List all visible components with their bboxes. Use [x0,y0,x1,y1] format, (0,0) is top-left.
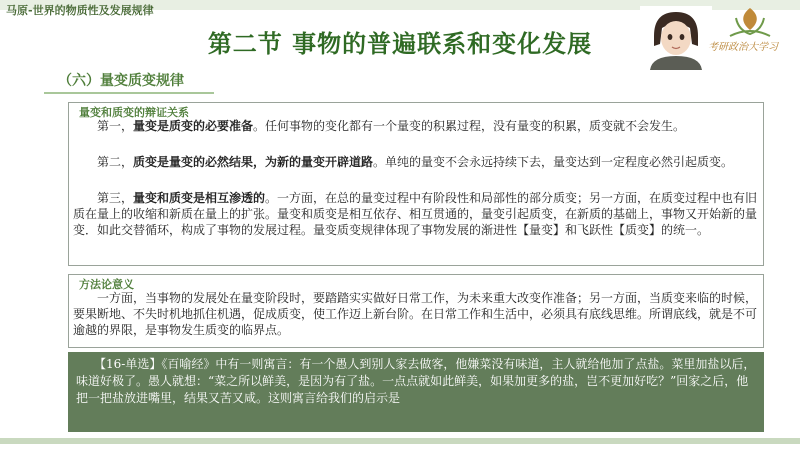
bottom-bar [0,438,800,444]
question-text: 【16-单选】《百喻经》中有一则寓言：有一个愚人到别人家去做客，他嫌菜没有味道，主人就给他加了点盐。菜里加盐以后，味道好极了。愚人就想：“菜之所以鲜美，是因为有了盐。一点点就如此鲜美，如果加更多的盐，岂不更加好吃？”回家之后，他把一把盐放进嘴里，结果又苦又咸。这则寓言给我们的启示是 [76,357,756,405]
brand-logo-text: 考研政治大学习 [708,42,778,53]
avatar [640,6,712,70]
panel-title: 方法论意义 [79,278,134,291]
page-title: 第二节 事物的普遍联系和变化发展 [207,30,593,58]
point-three-emphasis: 量变和质变是相互渗透的 [133,191,266,205]
point-three-prefix: 第三， [97,191,134,205]
methodology-panel [68,274,764,348]
methodology-body: 一方面，当事物的发展处在量变阶段时，要踏踏实实做好日常工作，为未来重大改变作准备；另一方面，当质变来临的时候，要果断地、不失时机地抓住机遇，促成质变，使工作迈上新台阶。在日常工作和生活中，必须具有底线思维。所谓底线，就是不可逾越的界限，是事物发生质变的临界点。 [73,291,758,337]
point-two-emphasis: 质变是量变的必然结果，为新的量变开辟道路 [133,155,374,169]
point-one-emphasis: 量变是质变的必要准备 [133,119,254,133]
section-divider [44,92,214,94]
brand-logo-icon [716,4,784,42]
point-two [73,154,759,170]
point-three [73,190,759,238]
point-one [73,118,759,134]
dialectical-relation-panel [68,102,764,266]
point-two-prefix: 第二， [97,155,134,169]
point-two-text: 。单纯的量变不会永远持续下去，量变达到一定程度必然引起质变。 [373,155,734,169]
section-heading: （六）量变质变规律 [58,73,184,89]
panel-title: 量变和质变的辩证关系 [79,106,189,119]
methodology-text [73,290,759,338]
breadcrumb: 马原-世界的物质性及发展规律 [6,4,154,17]
point-three-text: 。一方面，在总的量变过程中有阶段性和局部性的部分质变；另一方面，在质变过程中也有旧质在量上的收缩和新质在量上的扩张。量变和质变是相互依存、相互贯通的，量变引起质变，在新质的基础上，事物又开始新的量变．如此交替循环，构成了事物的发展过程。量变质变规律体现了事物发展的渐进性【量变】和飞跃性【质变】的统一。 [73,191,758,237]
question-box [68,352,764,432]
point-one-prefix: 第一， [97,119,134,133]
point-one-text: 。任何事物的变化都有一个量变的积累过程，没有量变的积累，质变就不会发生。 [253,119,686,133]
